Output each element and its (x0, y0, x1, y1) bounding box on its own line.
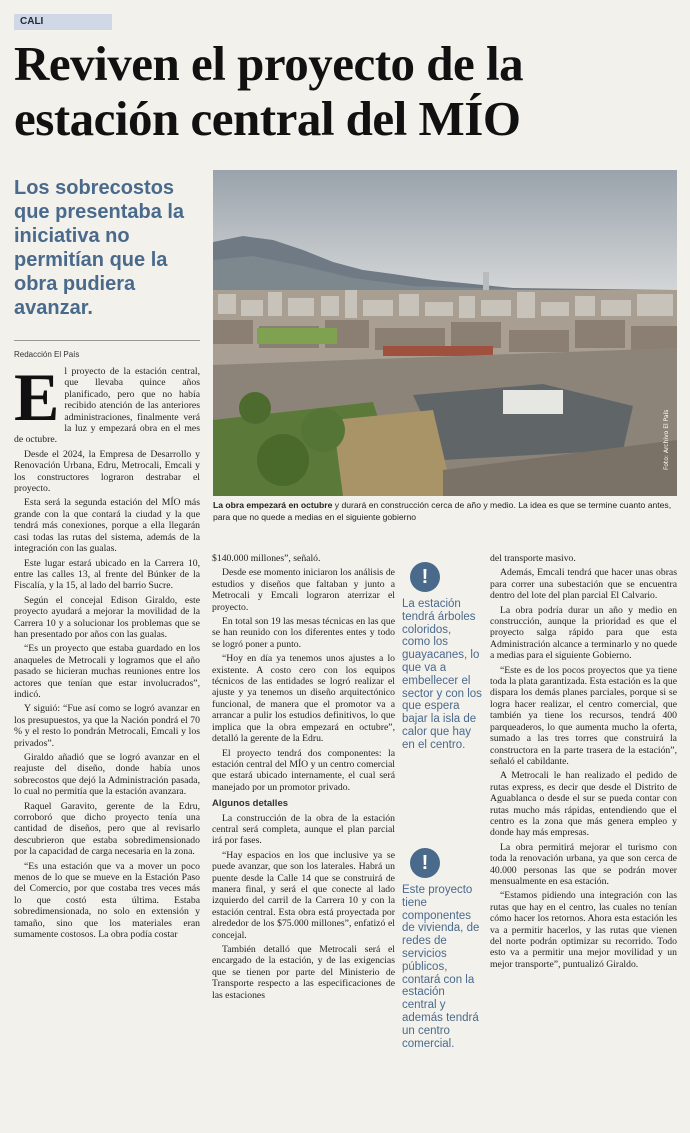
byline: Redacción El País (14, 350, 80, 359)
section-tag: CALI (14, 14, 112, 30)
paragraph: Desde el 2024, la Empresa de Desarrollo y Renovación Urbana, Edru, Metrocali, Emcali y los constructores lograron destrabar el proyecto. (14, 448, 200, 495)
sidebar-text: Este proyecto tiene componentes de vivienda, de redes de servicios públicos, contará con la estación central y además tendrá un centro comercial. (402, 884, 480, 1050)
paragraph: La construcción de la obra de la estación central será completa, aunque el plan parcial irá por fases. (212, 812, 395, 847)
deck-subtitle: Los sobrecostos que presentaba la iniciativa no permitían que la obra pudiera avanzar. (14, 177, 185, 319)
paragraph: Además, Emcali tendrá que hacer unas obras para correr una subestación que se encuentra dentro del lote del plan parcial El Calvario. (490, 567, 677, 602)
paragraph: Este lugar estará ubicado en la Carrera 10, entre las calles 13, al frente del Búnker de la Fiscalía, y la 15, al lado del barrio Sucre. (14, 557, 200, 592)
paragraph: El proyecto tendrá dos componentes: la estación central del MÍO y un centro comercial que estará ubicado internamente, el cual será manejado por un promotor privado. (212, 747, 395, 793)
body-column-2 (212, 553, 395, 1004)
paragraph: “Es un proyecto que estaba guardado en los anaqueles de Metrocali y logramos que el año pasado se hicieran muchas reuniones entre los actores que tenían que estar involucrados”, indicó. (14, 643, 200, 700)
paragraph: También detalló que Metrocali será el encargado de la estación, y de las exigencias que se tienen por parte del Ministerio de Transporte respecto a las especificaciones de las estaciones (212, 944, 395, 1001)
paragraph: “Este es de los pocos proyectos que ya tiene toda la plata garantizada. Esta estación es la que dispara los demás planes parciales, porque si se logra hacer realizar, el centro comercial, que también ya tiene los recursos, tendrá 400 parqueaderos, lo que aumenta mucho la oferta, sumado a las tres torres que construirá la constructora en la parte trasera de la estación”, señaló el cabildante. (490, 664, 677, 767)
caption-lead: La obra empezará en octubre (213, 500, 333, 510)
photo-credit: Foto: Archivo El País (663, 409, 670, 470)
exclamation-icon: ! (410, 562, 440, 592)
paragraph: “Hay espacios en los que inclusive ya se puede avanzar, que son los laterales. Habrá un puente desde la Calle 14 que se construirá de manera final, y será el que conecte al lado izquierdo del carril de la Carrera 10 y con la estación central. Esta obra está proyectada por alrededor de los $75.000 millones”, enfatizó el concejal. (212, 849, 395, 941)
city-aerial-photo (213, 170, 677, 496)
photo-illustration (213, 170, 677, 496)
divider (14, 340, 200, 341)
drop-cap: E (14, 359, 60, 435)
paragraph: Esta será la segunda estación del MÍO más grande con la que contará la ciudad y la que tendrá más conexiones, porque a ella llegarán casi todas las rutas del sistema, además de la integración con las gualas. (14, 497, 200, 555)
exclamation-icon: ! (410, 848, 440, 878)
paragraph: En total son 19 las mesas técnicas en las que se han reunido con los diferentes entes y todo se logró poner a punto. (212, 616, 395, 650)
sidebar-note-2 (402, 848, 482, 1050)
sidebar-text: La estación tendrá árboles coloridos, como los guayacanes, lo que va a embellecer el sector y con los que espera bajar la isla de calor que hay en el centro. (402, 598, 482, 751)
subheading: Algunos detalles (212, 798, 289, 810)
paragraph: l proyecto de la estación central, que llevaba quince años planificado, pero que no había recibido atención de las anteriores administraciones, finalmente verá la luz y empezará obra en el mes de octubre. (14, 366, 200, 446)
paragraph: del transporte masivo. (490, 553, 576, 564)
paragraph: $140.000 millones”, señaló. (212, 553, 321, 564)
paragraph: Raquel Garavito, gerente de la Edru, corroboró que dicho proyecto tenía una cantidad de diseños, pero que al revisarlo descubrieron que estaba sobredimensionado por la capacidad de carga necesaria en la zona. (14, 800, 200, 858)
paragraph: A Metrocali le han realizado el pedido de rutas express, es decir que desde el Distrito de Aguablanca o desde el sur se pueda contar con rutas mucho más rápidas, entendiendo que el centro es la zona que más genera empleo y donde hay más empresas. (490, 770, 677, 839)
paragraph: “Es una estación que va a mover un poco menos de lo que se mueve en la Estación Paso del Comercio, por que costaba tres veces más lo que costó esta última. Estaba sobredimensionada, no solo en extensión y tamaño, sino que los materiales eran sumamente costosos. La obra podía costar (14, 860, 200, 941)
paragraph: La obra permitirá mejorar el turismo con toda la renovación urbana, ya que son cerca de 40.000 personas las que se podrán mover mensualmente en esa estación. (490, 841, 677, 887)
paragraph: Y siguió: “Fue así como se logró avanzar en los presupuestos, ya que la Nación pondrá el 70 % y el resto lo pondrán Metrocali, Emcali y los privados”. (14, 703, 200, 749)
caption-text: y durará en construcción cerca de año y medio. La idea es que se termine cuanto antes, para que no quede a medias en el siguiente gobierno (213, 500, 672, 522)
body-column-1 (14, 359, 200, 944)
paragraph: Giraldo añadió que se logró avanzar en el reajuste del diseño, donde había unos sobrecostos que dejó la Administración pasada, lo cual no permitía que la estación avanzara. (14, 752, 200, 798)
photo-caption (213, 499, 677, 523)
paragraph: “Estamos pidiendo una integración con las rutas que hay en el centro, las cuales no tenían cómo hacer los retornos. Ahora esta estación les va a permitir hacerlos, y las rutas que vienen del norte podrán optimizar su recorrido. Todo esto va a permitir una mejor movilidad y un mejor transporte”, puntualizó Giraldo. (490, 890, 677, 970)
paragraph: Según el concejal Edison Giraldo, este proyecto ayudará a mejorar la movilidad de la Carrera 10 y a solucionar los problemas que se han presentado por años con las gualas. (14, 594, 200, 640)
headline: Reviven el proyecto de la estación central del MÍO (14, 36, 524, 146)
sidebar-note-1 (402, 562, 482, 752)
paragraph: “Hoy en día ya tenemos unos ajustes a lo existente. A costo cero con los equipos técnicos de las entidades se logró realizar el ajuste y ya tenemos un diseño arquitectónico funcional, de manera que el promotor va a arrancar a pulir los estudios definitivos, lo que implica que la obra empezará en octubre”, detalló la gerente de la Edru. (212, 653, 395, 745)
paragraph: Desde ese momento iniciaron los análisis de estudios y diseños que faltaban y junto a Metrocali y Emcali lograron aterrizar el proyecto. (212, 567, 395, 613)
paragraph: La obra podría durar un año y medio en construcción, aunque la prioridad es que el proyecto salga rápido para que esta Administración alcance a terminarlo y no quede a medias para el siguiente Gobierno. (490, 604, 677, 662)
body-column-3 (490, 553, 677, 973)
